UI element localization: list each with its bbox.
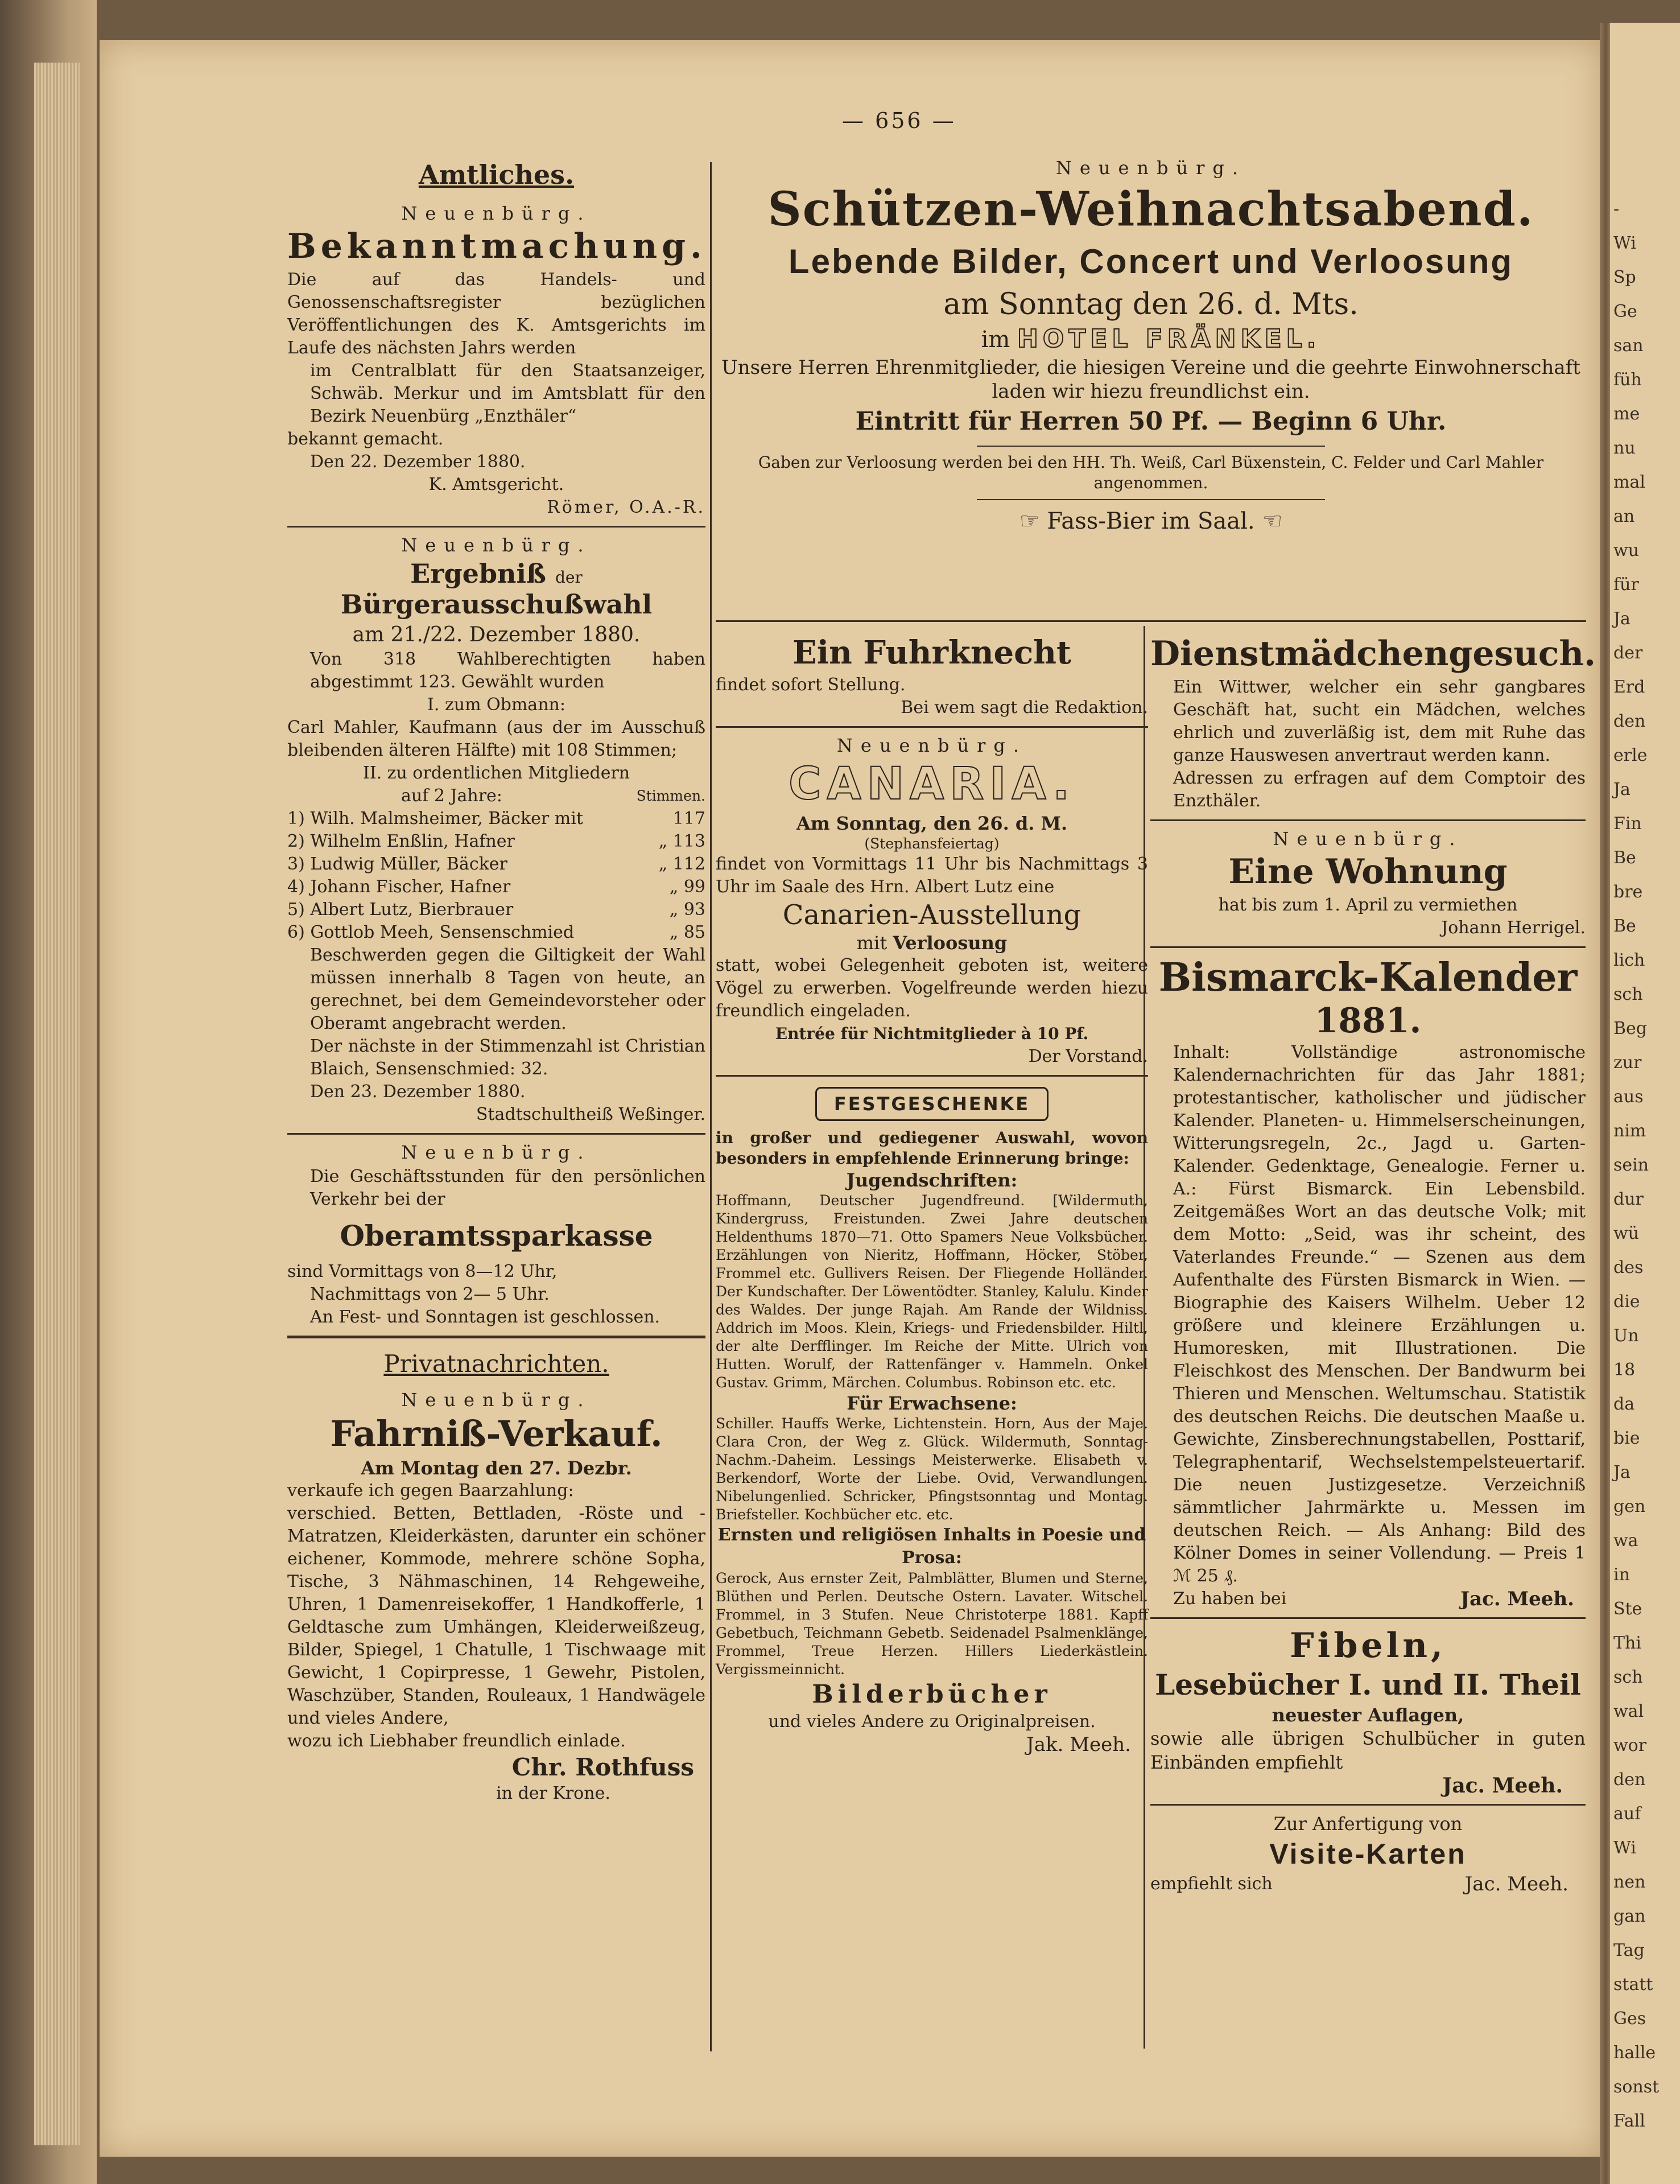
a4-p1: verkaufe ich gegen Baarzahlung: — [287, 1481, 574, 1501]
facing-page-text: sein — [1613, 1155, 1649, 1175]
a2-sig: Stadtschultheiß Weßinger. — [476, 1105, 705, 1124]
facing-page-text: in — [1613, 1565, 1630, 1585]
b3-h3: Ernsten und religiösen Inhalts in Poesie und Prosa: — [717, 1525, 1146, 1568]
c5-p1: Zur Anfertigung von — [1273, 1813, 1463, 1835]
facing-page-text: sch — [1613, 1667, 1643, 1687]
top-fass — [716, 506, 1586, 537]
a2-sec1: I. zum Obmann: — [427, 695, 565, 715]
facing-page-text: Ge — [1613, 302, 1637, 322]
facing-page-text: Ges — [1613, 2009, 1646, 2029]
section-amtliches: Amtliches. — [418, 159, 575, 190]
b2-place: Neuenbürg. — [836, 735, 1027, 756]
a3-p4: An Fest- und Sonntagen ist geschlossen. — [310, 1307, 661, 1327]
member-name: 3) Ludwig Müller, Bäcker — [287, 854, 507, 874]
a3-p1: Die Geschäftsstunden für den persönlichen Verkehr bei der — [310, 1167, 705, 1209]
separator — [716, 1075, 1148, 1077]
facing-page-text: die — [1613, 1292, 1640, 1312]
facing-page-text: nen — [1613, 1872, 1646, 1892]
top-p1: Unsere Herren Ehrenmitglieder, die hiesigen Vereine und die geehrte Einwohnerschaft laden wir hiezu freundlichst ein. — [721, 356, 1580, 403]
b2-sig: Der Vorstand. — [1028, 1046, 1148, 1066]
a2-title-a: Ergebniß — [410, 558, 546, 589]
top-hotel: HOTEL FRÄNKEL. — [1017, 324, 1321, 353]
separator — [716, 726, 1148, 728]
a2-title-c: Bürgerausschußwahl — [340, 589, 653, 620]
a4-sig2: in der Krone. — [496, 1783, 610, 1803]
c3-seller-row — [1150, 1588, 1586, 1610]
column-right — [1150, 632, 1596, 1895]
facing-page-text: bre — [1613, 882, 1643, 902]
top-place: Neuenbürg. — [1055, 157, 1246, 179]
b2-entree: Entrée für Nichtmitglieder à 10 Pf. — [775, 1024, 1089, 1043]
member-list — [287, 807, 705, 944]
facing-page-text: Beg — [1613, 1019, 1648, 1039]
member-votes: „ 99 — [669, 877, 705, 897]
facing-page-text: Fall — [1613, 2111, 1645, 2131]
a1-body3: bekannt gemacht. — [287, 429, 444, 449]
c3-p1: Inhalt: Vollständige astronomische Kalendernachrichten für das Jahr 1881; protestantischer, katholischer und jüdischer Kalender. Planeten- u. Himmelserscheinungen, Witterungsregeln, 2c., Jagd u. Garten-Kalender. Gedenktage, Genealogie. Ferner u. A.: Fürst Bismarck. Ein Lebensbild. Zeitgemäßes Wort an das deutsche Volk; mit dem Motto: „Seid, was ihr scheint, des Vaterlandes Freunde.“ — Szenen aus dem Aufenthalte des Fürsten Bismarck in Wien. — Biographie des Kaisers Wilhelm. Ueber 12 größere und kleinere Erzählungen u. Humoresken, mit Illustrationen. Die Fleischkost des Menschen. Der Bandwurm bei Thieren und Menschen. Weltumschau. Statistik des deutschen Reichs. Die deutschen Maaße u. Gewichte, Zinsberechnungstabellen, Posttarif, Telegraphentarif, Wechselstempelsteuertarif. Die neuen Justizgesetze. Verzeichniß sämmtlicher Jahrmärkte u. Messen im deutschen Reich. — Als Anhang: Bild des Kölner Domes in seiner Vollendung. — Preis 1 ℳ 25 ₰. — [1173, 1042, 1586, 1586]
b3-banner: FESTGESCHENKE — [815, 1087, 1049, 1121]
separator — [287, 1133, 705, 1135]
c1-title: Dienstmädchengesuch. — [1150, 634, 1596, 674]
separator — [977, 446, 1325, 447]
facing-page-text: Un — [1613, 1326, 1639, 1346]
facing-page-text: Thi — [1613, 1633, 1641, 1653]
a1-title: Bekanntmachung. — [287, 226, 707, 266]
facing-page-text: da — [1613, 1394, 1635, 1414]
top-line3a: im — [981, 327, 1010, 353]
facing-page-text: des — [1613, 1258, 1644, 1278]
member-votes: „ 93 — [669, 900, 705, 920]
member-votes: 117 — [672, 809, 705, 829]
facing-page-text: Ja — [1613, 609, 1631, 629]
a3-p3: Nachmittags von 2— 5 Uhr. — [310, 1284, 550, 1304]
b1-p2: Bei wem sagt die Redaktion. — [901, 698, 1148, 718]
a2-title-b: der — [555, 568, 583, 587]
separator — [977, 499, 1325, 500]
a2-dates: am 21./22. Dezember 1880. — [352, 623, 641, 646]
facing-page-text: halle — [1613, 2043, 1656, 2063]
b3-t4: und vieles Andere zu Originalpreisen. — [768, 1712, 1096, 1732]
b3-p1: in großer und gediegener Auswahl, wovon besonders in empfehlende Erinnerung bringe: — [716, 1128, 1148, 1168]
page-stack — [34, 63, 80, 2145]
a1-body: Die auf das Handels- und Genossenschaftsregister bezüglichen Veröffentlichungen des K. Amtsgerichts im Laufe des nächsten Jahrs werden — [287, 270, 705, 358]
a2-p2: Carl Mahler, Kaufmann (aus der im Ausschuß bleibenden älteren Hälfte) mit 108 Stimmen; — [287, 718, 705, 760]
separator — [1150, 819, 1586, 821]
facing-page-text: lich — [1613, 950, 1645, 970]
member-name: 5) Albert Lutz, Bierbrauer — [287, 900, 514, 920]
pointing-hand-left-icon: ☞ — [1019, 508, 1040, 534]
c3-year: 1881. — [1314, 1001, 1422, 1041]
a4-sig: Chr. Rothfuss — [511, 1753, 694, 1781]
column-middle — [716, 632, 1148, 1756]
member-row — [287, 830, 705, 853]
separator — [1150, 1804, 1586, 1806]
b2-verl: Verloosung — [893, 932, 1008, 954]
b2-sub2: (Stephansfeiertag) — [864, 835, 1000, 852]
member-name: 4) Johann Fischer, Hafner — [287, 877, 511, 897]
facing-page-text: Wi — [1613, 1838, 1636, 1858]
facing-page-text: den — [1613, 1770, 1646, 1790]
a2-sub-row — [287, 785, 705, 807]
a4-title: Fahrniß-Verkauf. — [330, 1413, 663, 1454]
column-left — [287, 154, 705, 1805]
c5-p2: empfiehlt sich — [1150, 1874, 1273, 1894]
a1-place: Neuenbürg. — [401, 203, 592, 224]
a4-sub: Am Montag den 27. Dezbr. — [361, 1457, 632, 1479]
c4-sig: Jac. Meeh. — [1442, 1774, 1563, 1798]
c5-sig: Jac. Meeh. — [1464, 1873, 1568, 1895]
facing-page-text: san — [1613, 336, 1644, 356]
top-p2: Eintritt für Herren 50 Pf. — Beginn 6 Uhr. — [855, 407, 1447, 436]
facing-page-text: Erd — [1613, 677, 1645, 697]
a2-title — [287, 558, 705, 620]
top-title: Schützen-Weihnachtsabend. — [767, 182, 1534, 237]
member-name: 6) Gottlob Meeh, Sensenschmied — [287, 922, 575, 942]
c2-sig: Johann Herrigel. — [1441, 918, 1586, 938]
facing-page-text: 18 — [1613, 1360, 1636, 1380]
a1-body2: im Centralblatt für den Staatsanzeiger, Schwäb. Merkur und im Amtsblatt für den Bezirk Neuenbürg „Enzthäler“ — [310, 361, 705, 426]
facing-page-text: Ja — [1613, 1462, 1631, 1482]
facing-page-text: mal — [1613, 472, 1645, 492]
facing-page-text: erle — [1613, 745, 1648, 765]
b1-p1: findet sofort Stellung. — [716, 675, 906, 695]
facing-page-text: für — [1613, 575, 1639, 595]
b3-h4: Bilderbücher — [812, 1680, 1052, 1709]
member-row — [287, 807, 705, 830]
member-name: 1) Wilh. Malmsheimer, Bäcker mit — [287, 809, 583, 829]
facing-page-text: nim — [1613, 1121, 1646, 1141]
top-line2: am Sonntag den 26. d. Mts. — [943, 287, 1359, 322]
b2-mit-line — [716, 932, 1148, 954]
top-line3 — [716, 323, 1586, 356]
facing-page-text: auf — [1613, 1804, 1641, 1824]
a1-date: Den 22. Dezember 1880. — [310, 452, 526, 472]
c4-p1: neuester Auflagen, — [1272, 1704, 1464, 1726]
member-row — [287, 899, 705, 921]
facing-page-text: me — [1613, 404, 1640, 424]
member-votes: „ 112 — [658, 854, 705, 874]
a4-p3: wozu ich Liebhaber freundlich einlade. — [287, 1731, 626, 1751]
facing-page-text: Ste — [1613, 1599, 1642, 1619]
b2-p1: findet von Vormittags 11 Uhr bis Nachmittags 3 Uhr im Saale des Hrn. Albert Lutz eine — [716, 854, 1148, 897]
top-ad-rule — [716, 620, 1586, 622]
a2-p1: Von 318 Wahlberechtigten haben abgestimmt 123. Gewählt wurden — [310, 649, 705, 692]
b3-t2: Schiller. Hauffs Werke, Lichtenstein. Horn, Aus der Maje. Clara Cron, der Weg z. Glück. Wildermuth, Sonntag-Nachm.-Daheim. Lessings Meisterwerke. Elisabeth v. Berkendorf, Worte der Liebe. Ovid, Verwandlungen. Nibelungenlied. Schricker, Pfingstsonntag und Montag. Briefsteller. Kochbücher etc. etc. — [716, 1415, 1148, 1523]
c1-p2: Adressen zu erfragen auf dem Comptoir des Enzthäler. — [1173, 768, 1586, 811]
b3-banner-wrap — [716, 1087, 1148, 1121]
c5-title: Visite-Karten — [1269, 1838, 1467, 1870]
facing-page-text: sch — [1613, 984, 1643, 1004]
facing-page-text: füh — [1613, 370, 1642, 390]
b3-h1: Jugendschriften: — [846, 1169, 1018, 1191]
a2-place: Neuenbürg. — [401, 534, 592, 556]
facing-page-text: gen — [1613, 1497, 1646, 1517]
a2-p4: Der nächste in der Stimmenzahl ist Christian Blaich, Sensenschmied: 32. — [310, 1036, 705, 1079]
fass-text: Fass-Bier im Saal. — [1047, 508, 1255, 534]
c4-title: Fibeln, — [1290, 1626, 1446, 1666]
a1-sig2: Römer, O.A.-R. — [547, 497, 705, 517]
page-number: — 656 — — [842, 108, 956, 133]
facing-page-text: Tag — [1613, 1940, 1645, 1960]
facing-page-text: statt — [1613, 1975, 1653, 1995]
column-rule-1 — [710, 162, 712, 2051]
a2-date: Den 23. Dezember 1880. — [310, 1082, 526, 1102]
pointing-hand-right-icon: ☜ — [1262, 508, 1283, 534]
top-ad — [716, 154, 1586, 537]
a2-votes-label: Stimmen. — [636, 788, 705, 804]
facing-page-text: zur — [1613, 1053, 1642, 1073]
a3-place: Neuenbürg. — [401, 1142, 592, 1163]
c3-title: Bismarck-Kalender — [1158, 955, 1578, 1000]
separator — [1150, 946, 1586, 948]
b2-mit: mit — [856, 932, 888, 954]
facing-page-text: wü — [1613, 1223, 1639, 1243]
member-row — [287, 921, 705, 944]
b3-h2: Für Erwachsene: — [847, 1392, 1017, 1414]
member-row — [287, 876, 705, 899]
c3-sig: Jac. Meeh. — [1460, 1588, 1574, 1610]
member-votes: „ 85 — [669, 922, 705, 942]
facing-page-fragment — [1610, 23, 1680, 2184]
c1-p1: Ein Wittwer, welcher ein sehr gangbares Geschäft hat, sucht ein Mädchen, welches ehrlich und zuverläßig ist, dem mit Ruhe das ganze Hauswesen anvertraut werden kann. — [1173, 677, 1586, 765]
facing-page-text: aus — [1613, 1087, 1644, 1107]
facing-page-text: Be — [1613, 916, 1636, 936]
facing-page-text: Be — [1613, 848, 1636, 868]
c5-row — [1150, 1873, 1586, 1895]
facing-page-text: der — [1613, 643, 1643, 663]
section-privat: Privatnachrichten. — [383, 1350, 609, 1378]
member-row — [287, 853, 705, 876]
b2-p2: statt, wobei Gelegenheit geboten ist, weitere Vögel zu erwerben. Vogelfreunde werden hiezu freundlich eingeladen. — [716, 955, 1148, 1021]
facing-page-text: sonst — [1613, 2077, 1660, 2097]
facing-page-text: wor — [1613, 1736, 1647, 1756]
facing-page-text: wal — [1613, 1701, 1644, 1721]
separator — [287, 1336, 705, 1338]
a4-p2: verschied. Betten, Bettladen, -Röste und -Matratzen, Kleiderkästen, darunter ein schöner eichener, Kommode, mehrere schöne Sopha, Tische, 3 Nähmaschinen, 14 Rehgeweihe, Uhren, 1 Damenreisekoffer, 1 Handkofferle, 1 Geldtasche zum Umhängen, Kleiderweißzeug, Bilder, Spiegel, 1 Chatulle, 1 Tischwaage mit Gewicht, 1 Copirpresse, 1 Gewehr, Pistolen, Waschzüber, Standen, Rouleaux, 1 Handwägele und vieles Andere, — [287, 1503, 705, 1728]
a3-p2: sind Vormittags von 8—12 Uhr, — [287, 1262, 558, 1281]
a4-place: Neuenbürg. — [401, 1389, 592, 1411]
c3-p2: Zu haben bei — [1173, 1589, 1287, 1609]
facing-page-text: nu — [1613, 438, 1636, 458]
a2-sub: auf 2 Jahre: — [401, 786, 502, 806]
separator — [287, 526, 705, 528]
b2-title: CANARIA. — [789, 759, 1075, 810]
facing-page-text: wa — [1613, 1531, 1638, 1551]
facing-page-text: wu — [1613, 541, 1639, 561]
a3-title: Oberamtssparkasse — [340, 1219, 653, 1252]
facing-page-text: an — [1613, 506, 1635, 526]
a2-p3: Beschwerden gegen die Giltigkeit der Wahl müssen innerhalb 8 Tagen von heute, an gerechnet, bei dem Gemeindevorsteher oder Oberamt angebracht werden. — [310, 945, 705, 1033]
a1-sig1: K. Amtsgericht. — [428, 475, 564, 495]
facing-page-text: dur — [1613, 1189, 1644, 1209]
facing-page-text: Wi — [1613, 233, 1636, 253]
c4-sub: Lesebücher I. und II. Theil — [1155, 1668, 1581, 1701]
facing-page-text: den — [1613, 711, 1646, 731]
facing-page-text: Sp — [1613, 267, 1636, 287]
c2-title: Eine Wohnung — [1228, 852, 1508, 892]
member-votes: „ 113 — [658, 831, 705, 851]
top-p3: Gaben zur Verloosung werden bei den HH. Th. Weiß, Carl Büxenstein, C. Felder und Carl Mahler angenommen. — [758, 453, 1544, 492]
facing-page-text: Ja — [1613, 780, 1631, 800]
b2-big: Canarien-Ausstellung — [782, 899, 1082, 931]
member-name: 2) Wilhelm Enßlin, Hafner — [287, 831, 515, 851]
b2-sub: Am Sonntag, den 26. d. M. — [796, 813, 1068, 834]
b3-sig: Jak. Meeh. — [1026, 1733, 1131, 1756]
c4-p2: sowie alle übrigen Schulbücher in guten Einbänden empfiehlt — [1150, 1728, 1586, 1773]
b1-title: Ein Fuhrknecht — [792, 634, 1071, 671]
facing-page-text: Fin — [1613, 814, 1642, 834]
separator — [1150, 1617, 1586, 1619]
b3-t3: Gerock, Aus ernster Zeit, Palmblätter, Blumen und Sterne, Blüthen und Perlen. Deutsche Ostern. Lavater. Witschel. Frommel, in 3 Stufen. Neue Christoterpe 1881. Kapff Gebetbuch, Teichmann Gebetb. Seidenadel Psalmenklänge, Frommel, Treue Herzen. Hillers Liederkästlein. Vergissmeinnicht. — [716, 1570, 1148, 1678]
facing-page-text: gan — [1613, 1906, 1646, 1926]
c2-p1: hat bis zum 1. April zu vermiethen — [1218, 895, 1518, 915]
b3-t1: Hoffmann, Deutscher Jugendfreund. [Wildermuth, Kindergruss, Freistunden. Zwei Jahre deutschen Heldenthums 1870—71. Otto Spamers Neue Volksbücher. Erzählungen von Nieritz, Hoffmann, Höcker, Stöber, Frommel etc. Gullivers Reisen. Der Fliegende Holländer. Der Kundschafter. Der Löwentödter. Stanley, Kalulu. Kinder des Waldes. Der junge Rajah. Am Rande der Wildniss. Addrich im Moos. Klein, Kriegs- und Friedensbilder. Hiltl, der alte Derfflinger. Im Reiche der Mitte. Ulrich von Hutten. Worulf, der Rattenfänger v. Hammeln. Onkel Gustav. Grimm, Märchen. Columbus. Robinson etc. etc. — [716, 1192, 1148, 1391]
facing-page-text: - — [1613, 199, 1620, 219]
a2-sec2: II. zu ordentlichen Mitgliedern — [362, 763, 630, 783]
c2-place: Neuenbürg. — [1273, 828, 1463, 850]
facing-page-text: bie — [1613, 1428, 1640, 1448]
top-line1: Lebende Bilder, Concert und Verloosung — [788, 242, 1514, 281]
